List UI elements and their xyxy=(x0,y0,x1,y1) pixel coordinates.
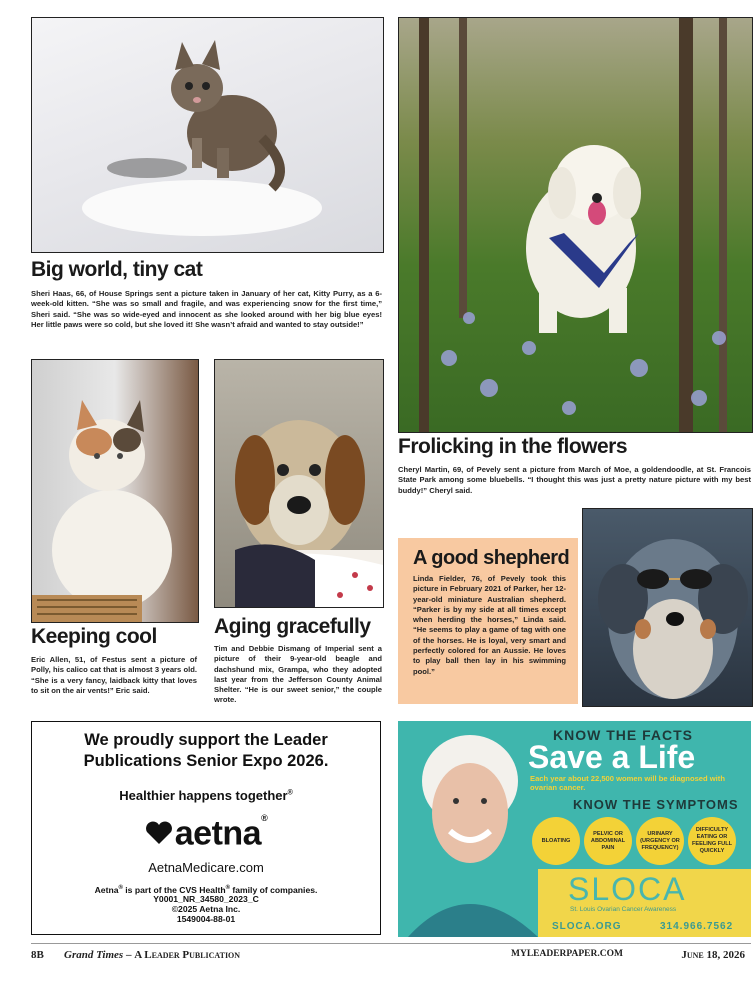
sloca-phone[interactable]: 314.966.7562 xyxy=(660,921,734,932)
goldendoodle-illustration xyxy=(399,18,752,432)
aetna-ad-headline xyxy=(32,730,380,772)
kitten-photo xyxy=(31,17,384,253)
aetna-tagline xyxy=(32,788,380,803)
footer-date: June 18, 2026 xyxy=(681,949,745,961)
aetna-ad xyxy=(31,721,381,935)
beagle-illustration xyxy=(215,360,383,607)
aetna-logo-text: aetna xyxy=(174,814,262,853)
flowers-body: Cheryl Martin, 69, of Pevely sent a picture from March of Moe, a goldendoodle, at St. Francois State Park among some bluebells. “I thought this was just a pretty nature picture with my best buddy!” Cheryl said. xyxy=(398,465,751,495)
aetna-fine-print xyxy=(32,883,380,925)
symptom-difficulty-eating: DIFFICULTY EATING OR FEELING FULL QUICKLY xyxy=(688,817,736,865)
aetna-tagline-text: Healthier happens together xyxy=(119,788,288,803)
footer-rule xyxy=(31,943,751,944)
shepherd-body: Linda Fielder, 76, of Pevely took this picture in February 2021 of Parker, her 12-year-old miniature Australian shepherd. “Parker is by my side at all times except when herding the horses,” Linda said. “He seems to play a game of tag with one of the horses. He is loyal, very smart and perfectly colored for an Aussie. He loves to play ball then lay in his swimming pool.” xyxy=(413,574,566,676)
aetna-fine-line3: ©2025 Aetna Inc. xyxy=(171,904,241,915)
sloca-logo-sub: St. Louis Ovarian Cancer Awareness xyxy=(570,906,677,913)
sloca-site[interactable]: SLOCA.ORG xyxy=(552,921,622,932)
shepherd-illustration xyxy=(583,509,752,706)
heart-icon xyxy=(145,815,173,854)
woman-portrait-illustration xyxy=(398,721,538,937)
aetna-headline-line1: We proudly support the Leader xyxy=(84,731,328,749)
symptom-bloating: BLOATING xyxy=(532,817,580,865)
cool-headline: Keeping cool xyxy=(31,625,157,648)
logo-registered-mark: ® xyxy=(261,813,268,823)
aging-headline: Aging gracefully xyxy=(214,615,371,638)
aetna-logo xyxy=(32,813,380,854)
save-a-life: Save a Life xyxy=(528,739,696,775)
aetna-fine-line4: 1549004-88-01 xyxy=(176,914,236,925)
beagle-photo xyxy=(214,359,384,608)
sloca-stat: Each year about 22,500 women will be diagnosed with ovarian cancer. xyxy=(530,774,725,792)
goldendoodle-photo xyxy=(398,17,753,433)
australian-shepherd-photo xyxy=(582,508,753,707)
aetna-fine-line1: Aetna® is part of the CVS Health® family of companies. xyxy=(94,884,318,895)
calico-cat-photo xyxy=(31,359,199,623)
page-footer xyxy=(31,947,751,965)
know-the-facts: KNOW THE FACTS xyxy=(553,727,693,743)
flowers-headline: Frolicking in the flowers xyxy=(398,435,628,458)
aging-body: Tim and Debbie Dismang of Imperial sent a picture of their 9-year-old beagle and dachshund mix, Grampa, who they adopted last year from the Jefferson County Animal Shelter. “He is our sweet senior,” the couple wrote. xyxy=(214,644,382,705)
symptom-pelvic-pain: PELVIC OR ABDOMINAL PAIN xyxy=(584,817,632,865)
cool-body: Eric Allen, 51, of Festus sent a picture of Polly, his calico cat that is almost 3 years old. “She is a very fancy, laidback kitty that loves to sit on the air vents!” Eric said. xyxy=(31,655,197,695)
aetna-fine-line2: Y0001_NR_34580_2023_C xyxy=(153,894,259,905)
calico-cat-illustration xyxy=(32,360,198,622)
tagline-registered-mark: ® xyxy=(287,789,293,797)
shepherd-headline: A good shepherd xyxy=(413,547,570,569)
footer-website[interactable]: MYLEADERPAPER.COM xyxy=(511,949,623,959)
aetna-headline-line2: Publications Senior Expo 2026. xyxy=(83,752,329,770)
sloca-logo: SLOCA xyxy=(568,871,687,907)
know-the-symptoms: KNOW THE SYMPTOMS xyxy=(573,797,739,812)
aetna-url[interactable]: AetnaMedicare.com xyxy=(148,859,264,875)
page-number: 8B xyxy=(31,949,44,961)
publication-name: Grand Times – A Leader Publication xyxy=(64,949,241,961)
cat-headline: Big world, tiny cat xyxy=(31,258,203,281)
kitten-illustration xyxy=(32,18,383,252)
cat-body: Sheri Haas, 66, of House Springs sent a picture taken in January of her cat, Kitty Purry, as a 6-week-old kitten. “She was so small and fragile, and was experiencing snow for the first time,” Sheri said. “She was so wide-eyed and innocent as she looked around with her big blue eyes! Her little paws were so cold, but she loved it! She wasn’t afraid and wanted to stay outside!” xyxy=(31,289,382,329)
sloca-ad xyxy=(398,721,751,937)
shepherd-story-box xyxy=(398,538,578,704)
symptom-urinary: URINARY (URGENCY OR FREQUENCY) xyxy=(636,817,684,865)
